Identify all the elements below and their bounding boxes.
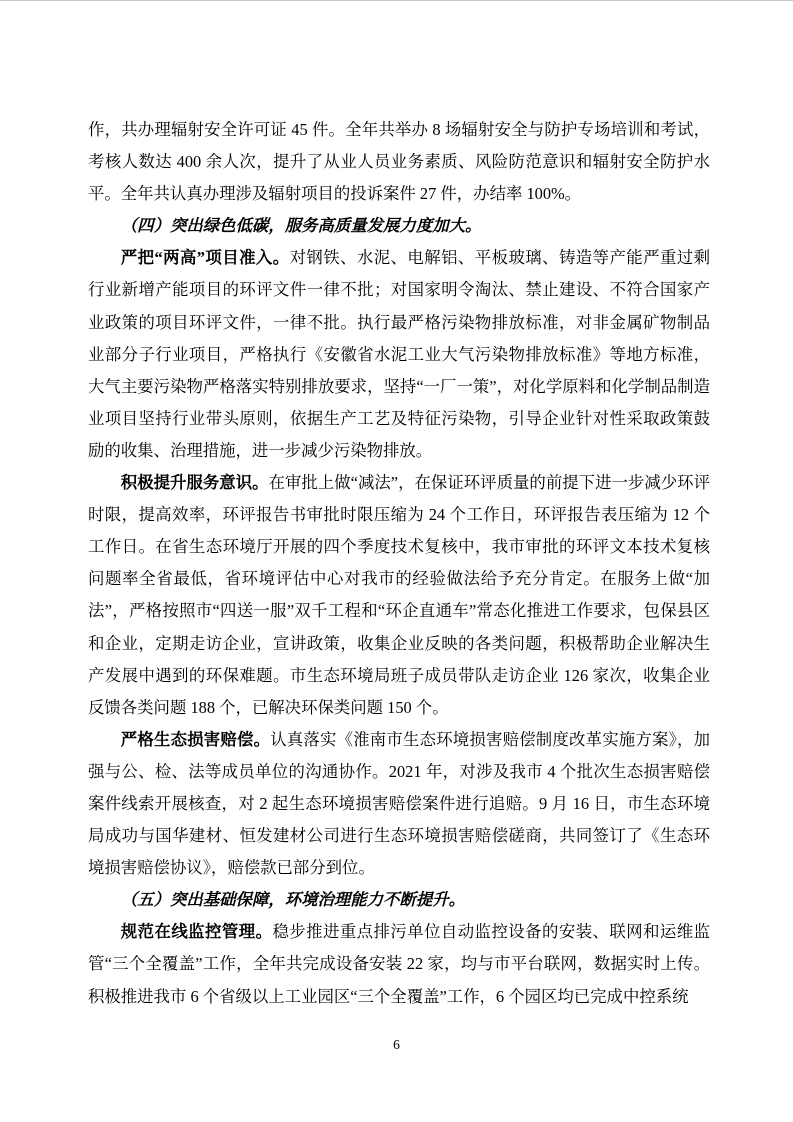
body-paragraph-continuation: 作，共办理辐射安全许可证 45 件。全年共举办 8 场辐射安全与防护专场培训和考试，考核人数达 400 余人次，提升了从业人员业务素质、风险防范意识和辐射安全防护水平。全年共认真办理涉及辐射项目的投诉案件 27 件，办结率 100%。	[88, 120, 710, 204]
paragraph-text: 稳步推进重点排污单位自动监控设备的安装、联网和运维监管“三个全覆盖”工作，全年共完成设备安装 22 家，均与市平台联网，数据实时上传。积极推进我市 6 个省级以上工业园区“三个全覆盖”工作，6 个园区均已完成中控系统	[88, 922, 711, 1006]
paragraph-lead: 积极提升服务意识。	[120, 473, 269, 493]
body-paragraph	[88, 467, 710, 724]
paragraph-text: 在审批上做“减法”，在保证环评质量的前提下进一步减少环评时限，提高效率，环评报告书审批时限压缩为 24 个工作日，环评报告表压缩为 12 个工作日。在省生态环境厅开展的四个季度技术复核中，我市审批的环评文本技术复核问题率全省最低，省环境评估中心对我市的经验做法给予充分肯定。在服务上做“加法”，严格按照市“四送一服”双千工程和“环企直通车”常态化推进工作要求，包保县区和企业，定期走访企业，宣讲政策，收集企业反映的各类问题，积极帮助企业解决生产发展中遇到的环保难题。市生态环境局班子成员带队走访企业 126 家次，收集企业反馈各类问题 188 个，已解决环保类问题 150 个。	[88, 473, 710, 717]
paragraph-lead: 严格生态损害赔偿。	[120, 729, 271, 749]
page-number: 6	[393, 1037, 400, 1052]
paragraph-lead: 严把“两高”项目准入。	[120, 248, 290, 268]
section-heading-five: （五）突出基础保障，环境治理能力不断提升。	[120, 890, 465, 910]
body-paragraph	[88, 916, 710, 1012]
section-heading-four: （四）突出绿色低碳，服务高质量发展力度加大。	[120, 216, 482, 236]
paragraph-text: 对钢铁、水泥、电解铝、平板玻璃、铸造等产能严重过剩行业新增产能项目的环评文件一律不批；对国家明令淘汰、禁止建设、不符合国家产业政策的项目环评文件，一律不批。执行最严格污染物排放标准，对非金属矿物制品业部分子行业项目，严格执行《安徽省水泥工业大气污染物排放标准》等地方标准，大气主要污染物严格落实特别排放要求，坚持“一厂一策”，对化学原料和化学制品制造业项目坚持行业带头原则，依据生产工艺及特征污染物，引导企业针对性采取政策鼓励的收集、治理措施，进一步减少污染物排放。	[88, 248, 711, 460]
page-top-border	[0, 0, 793, 1]
body-paragraph	[88, 724, 710, 884]
paragraph-text: 认真落实《淮南市生态环境损害赔偿制度改革实施方案》，加强与公、检、法等成员单位的沟通协作。2021 年，对涉及我市 4 个批次生态损害赔偿案件线索开展核查，对 2 起生态环境损害赔偿案件进行追赔。9 月 16 日，市生态环境局成功与国华建材、恒发建材公司进行生态环境损害赔偿磋商，共同签订了《生态环境损害赔偿协议》，赔偿款已部分到位。	[88, 729, 710, 878]
document-text-block	[88, 114, 710, 1013]
paragraph-lead: 规范在线监控管理。	[120, 922, 273, 942]
body-paragraph	[88, 242, 710, 467]
